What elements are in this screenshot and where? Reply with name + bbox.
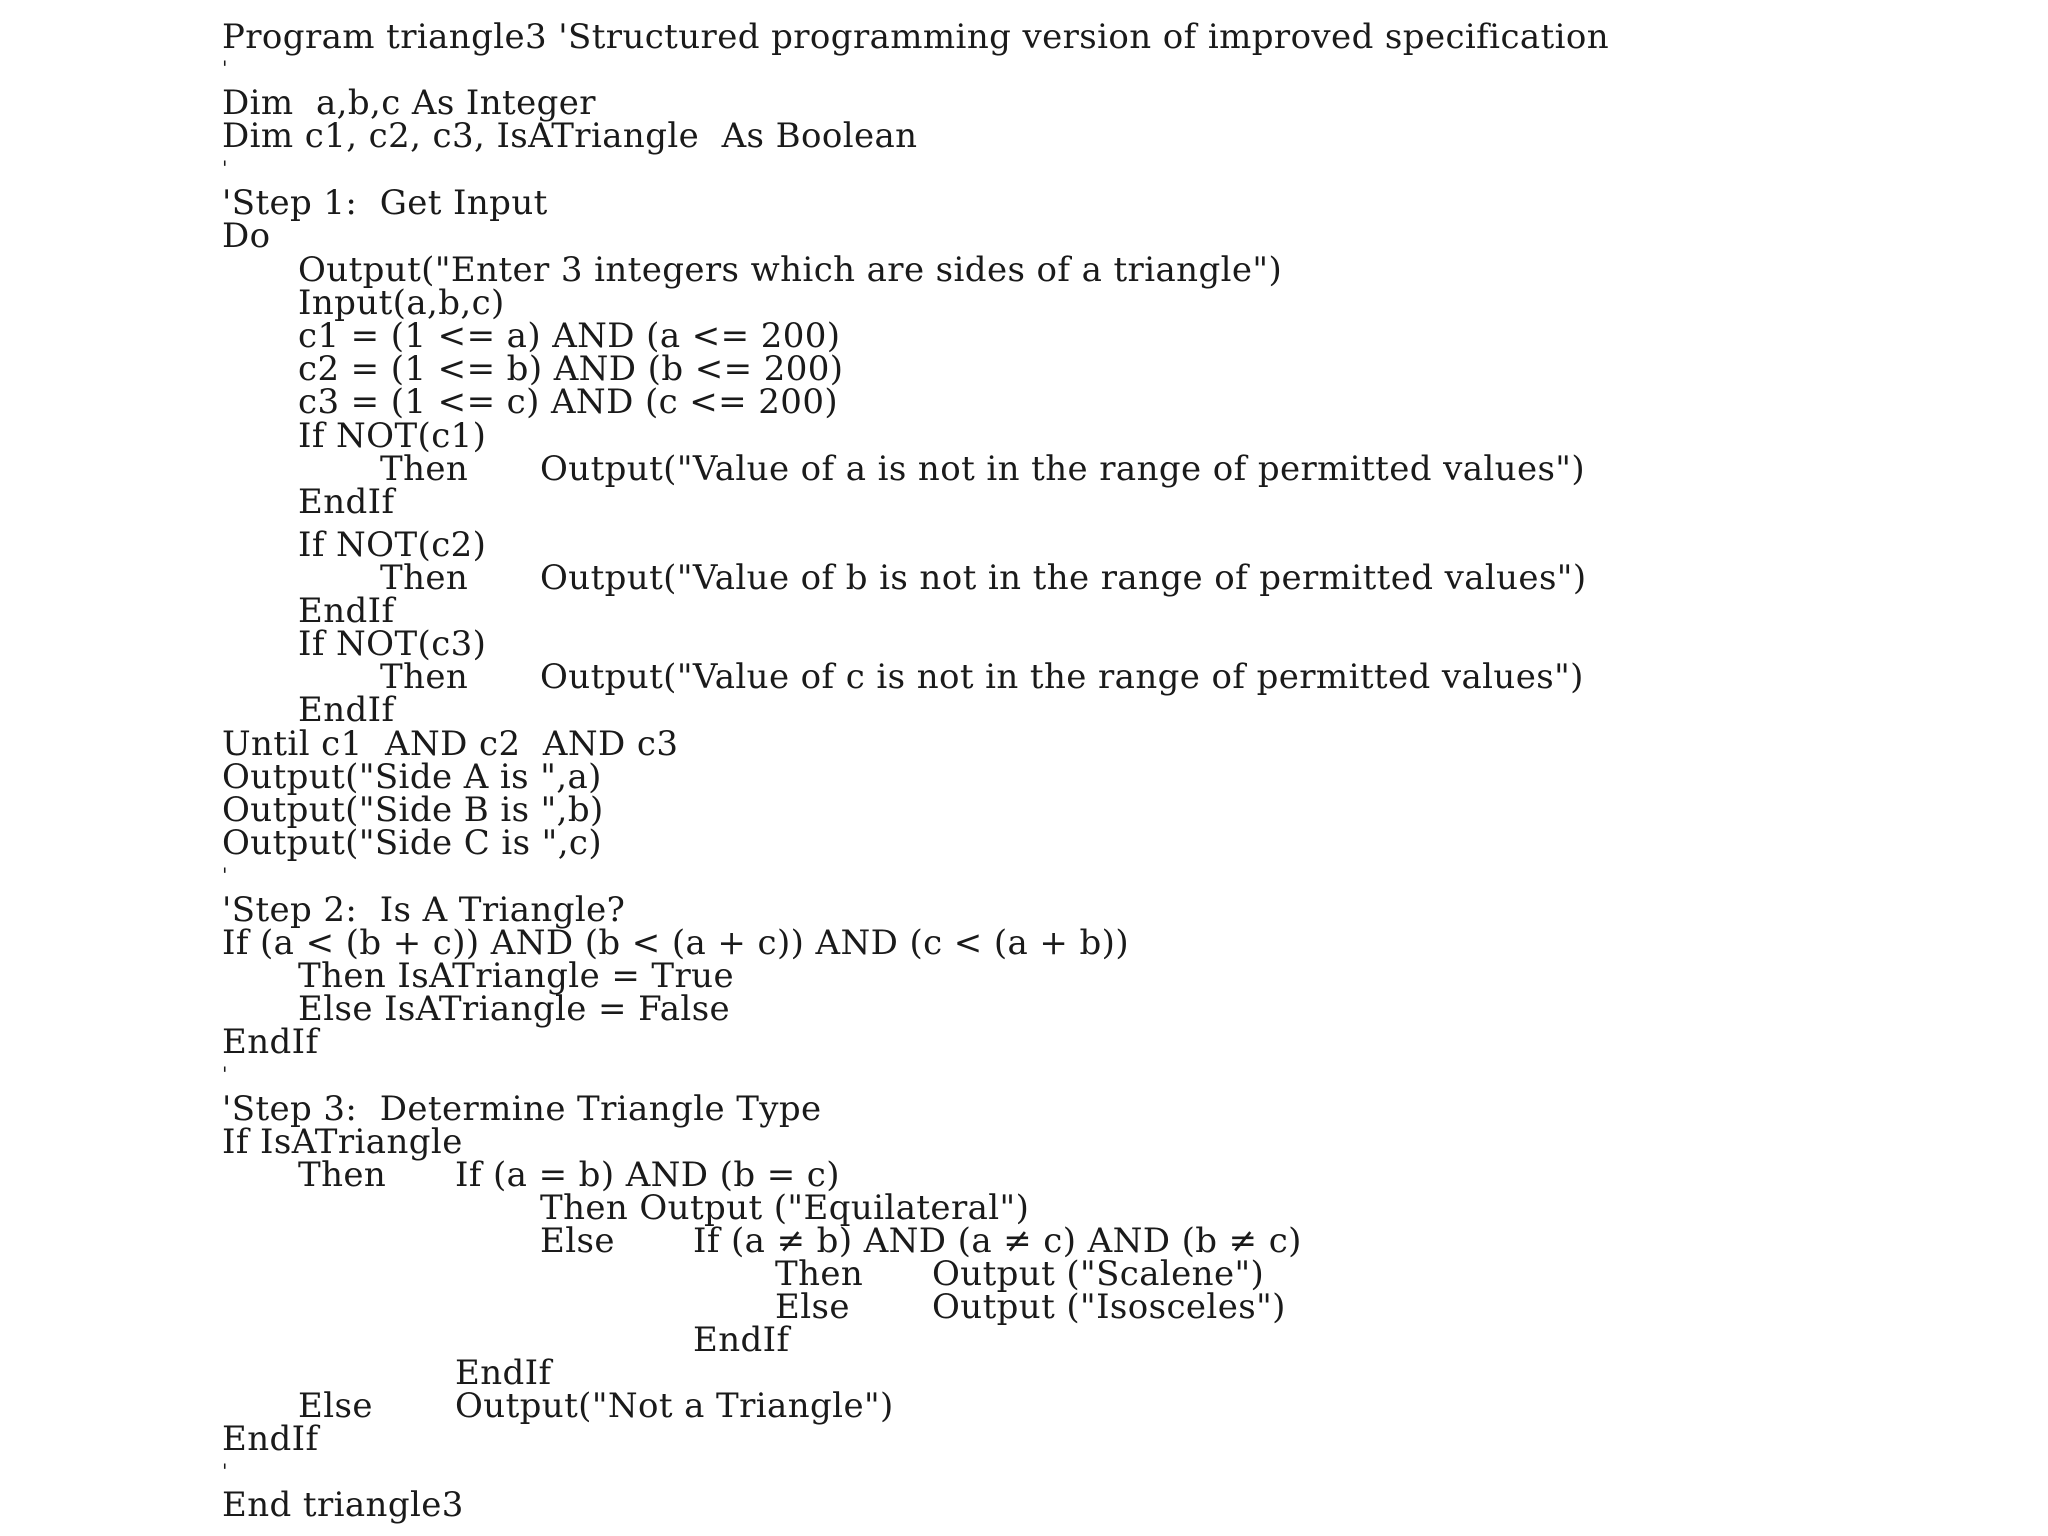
- code-line: Output("Value of a is not in the range of permitted values"): [540, 449, 1586, 489]
- code-line: c2 = (1 <= b) AND (b <= 200): [298, 349, 844, 389]
- code-line: Program triangle3 'Structured programming version of improved specification: [222, 17, 1610, 57]
- code-line: EndIf: [455, 1353, 552, 1393]
- code-line: ': [222, 1062, 228, 1086]
- code-line: Output("Side C is ",c): [222, 823, 603, 863]
- code-line: If (a < (b + c)) AND (b < (a + c)) AND (c < (a + b)): [222, 923, 1130, 963]
- code-line: Output("Side B is ",b): [222, 790, 604, 830]
- code-line: EndIf: [693, 1320, 790, 1360]
- code-line: If NOT(c1): [298, 416, 487, 456]
- code-line: ': [222, 56, 228, 80]
- code-line: Else: [775, 1287, 850, 1327]
- code-line: Then: [380, 657, 469, 697]
- code-line: Output ("Scalene"): [932, 1254, 1265, 1294]
- code-line: Output("Side A is ",a): [222, 757, 602, 797]
- code-line: Output("Value of b is not in the range of permitted values"): [540, 558, 1587, 598]
- code-line: End triangle3: [222, 1485, 464, 1525]
- code-line: If (a ≠ b) AND (a ≠ c) AND (b ≠ c): [693, 1221, 1302, 1261]
- code-line: Dim a,b,c As Integer: [222, 83, 596, 123]
- code-line: If NOT(c3): [298, 624, 487, 664]
- code-line: EndIf: [222, 1022, 319, 1062]
- code-line: 'Step 2: Is A Triangle?: [222, 890, 626, 930]
- code-line: 'Step 1: Get Input: [222, 183, 548, 223]
- code-line: Else IsATriangle = False: [298, 989, 731, 1029]
- code-line: Then Output ("Equilateral"): [540, 1188, 1030, 1228]
- code-line: Until c1 AND c2 AND c3: [222, 724, 679, 764]
- code-line: Then: [380, 449, 469, 489]
- code-line: EndIf: [298, 690, 395, 730]
- code-line: EndIf: [222, 1419, 319, 1459]
- code-line: Output("Enter 3 integers which are sides of a triangle"): [298, 250, 1283, 290]
- code-line: Dim c1, c2, c3, IsATriangle As Boolean: [222, 116, 918, 156]
- code-line: If NOT(c2): [298, 525, 487, 565]
- code-line: ': [222, 863, 228, 887]
- code-line: Then: [380, 558, 469, 598]
- code-line: Output("Not a Triangle"): [455, 1386, 894, 1426]
- code-line: If IsATriangle: [222, 1122, 463, 1162]
- code-line: Output ("Isosceles"): [932, 1287, 1286, 1327]
- code-line: c1 = (1 <= a) AND (a <= 200): [298, 316, 841, 356]
- code-line: c3 = (1 <= c) AND (c <= 200): [298, 382, 839, 422]
- code-line: Output("Value of c is not in the range of permitted values"): [540, 657, 1584, 697]
- code-line: ': [222, 1459, 228, 1483]
- code-line: Else: [298, 1386, 373, 1426]
- code-line: Input(a,b,c): [298, 283, 505, 323]
- code-line: EndIf: [298, 591, 395, 631]
- code-line: If (a = b) AND (b = c): [455, 1155, 840, 1195]
- code-line: Do: [222, 216, 271, 256]
- code-line: Then: [775, 1254, 864, 1294]
- code-line: Else: [540, 1221, 615, 1261]
- code-line: 'Step 3: Determine Triangle Type: [222, 1089, 822, 1129]
- code-line: ': [222, 156, 228, 180]
- code-line: EndIf: [298, 482, 395, 522]
- code-line: Then IsATriangle = True: [298, 956, 734, 996]
- code-line: Then: [298, 1155, 387, 1195]
